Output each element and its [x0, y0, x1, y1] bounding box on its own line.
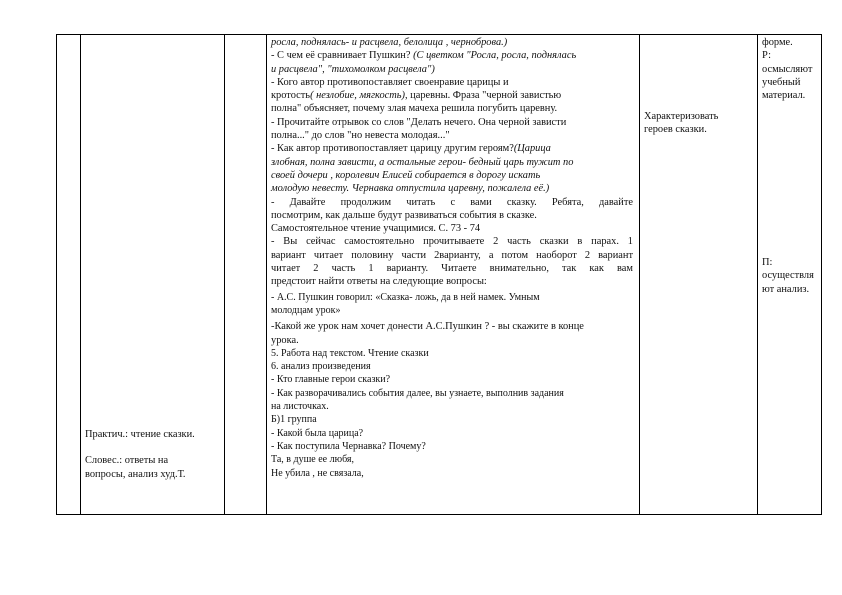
methods-line: Практич.: чтение сказки.: [85, 429, 195, 440]
content-line: урока.: [271, 334, 299, 346]
content-line: посмотрим, как дальше будут развиваться события в сказке.: [271, 209, 537, 221]
content-line: [271, 49, 633, 62]
table-top-border: [56, 34, 822, 35]
table-col-divider-1: [56, 34, 57, 515]
content-italic-text: ( незлобие, мягкость): [310, 90, 405, 102]
content-line: 5. Работа над текстом. Чтение сказки: [271, 347, 429, 359]
content-line: Самостоятельное чтение учащимися. С. 73 - 74: [271, 223, 481, 235]
content-line: Не убила , не связала,: [271, 467, 364, 479]
content-line: - Как поступила Чернавка? Почему?: [271, 440, 426, 452]
content-text: кротость: [271, 90, 311, 102]
content-line: вариант читает половину части 2варианту, а потом наоборот 2 вариант: [271, 249, 633, 261]
content-text: - Как автор противопоставляет царицу другим героям?: [271, 143, 514, 155]
content-line: Б)1 группа: [271, 414, 317, 426]
content-line: полна" объясняет, почему злая мачеха решила погубить царевну.: [271, 103, 558, 115]
activity-line: Характеризовать: [644, 111, 719, 122]
content-italic-text: (Царица: [513, 143, 551, 155]
uud-line: Р:: [762, 50, 772, 62]
table-col-divider-6: [757, 34, 758, 515]
content-line: - Кого автор противопоставляет своенравие царицы и: [271, 76, 509, 88]
uud-cell: [762, 36, 820, 102]
content-text: , царевны. Фраза "черной завистью: [404, 90, 562, 102]
content-italic-text: (С цветком "Росла, росла, поднялась: [413, 50, 577, 62]
table-col-divider-5: [639, 34, 640, 515]
table-bottom-border: [56, 514, 822, 515]
uud-line: ют анализ.: [762, 283, 810, 295]
content-line: росла, поднялась- и расцвела, белолица , черноброва.): [271, 37, 508, 48]
methods-cell: [85, 428, 222, 481]
content-line: - Кто главные герои сказки?: [271, 374, 391, 386]
content-line: и расцвела", "тихомолком расцвела"): [271, 63, 435, 75]
table-col-divider-3: [224, 34, 225, 515]
table-col-divider-2: [80, 34, 81, 515]
table-col-divider-4: [266, 34, 267, 515]
content-line: читает 2 часть 1 варианту. Читаете внимательно, так как вам: [271, 263, 633, 275]
content-line: злобная, полна зависти, а остальные герои- бедный царь тужит по: [271, 156, 574, 168]
content-line: - Как разворачивались события далее, вы узнаете, выполнив задания: [271, 387, 564, 399]
content-line: молодцам урок»: [271, 304, 341, 316]
uud-line: осмысляют: [762, 63, 813, 75]
content-line: предстоит найти ответы на следующие вопросы:: [271, 276, 487, 288]
uud-line: П:: [762, 257, 773, 268]
content-line: - А.С. Пушкин говорил: «Сказка- ложь, да в ней намек. Умным: [271, 291, 540, 303]
content-text: - С чем её сравнивает Пушкин?: [271, 50, 414, 62]
activity-line: героев сказки.: [644, 124, 707, 136]
lesson-content-cell: [271, 36, 633, 480]
content-line: [271, 89, 633, 102]
content-line: Та, в душе ее любя,: [271, 454, 355, 466]
content-line: молодую невесту. Чернавка отпустила царевну, пожалела её.): [271, 183, 550, 195]
content-line: -Какой же урок нам хочет донести А.С.Пушкин ? - вы скажите в конце: [271, 321, 584, 333]
methods-line: вопросы, анализ худ.Т.: [85, 468, 186, 480]
content-line: - Прочитайте отрывок со слов "Делать нечего. Она черной зависти: [271, 116, 567, 128]
content-line: своей дочери , королевич Елисей собирается в дорогу искать: [271, 169, 541, 181]
content-line: [271, 142, 633, 155]
uud-line: форме.: [762, 37, 793, 48]
table-col-divider-7: [821, 34, 822, 515]
uud-line: материал.: [762, 90, 806, 102]
content-line: - Какой была царица?: [271, 427, 364, 439]
content-line: на листочках.: [271, 401, 329, 413]
uud-line: осуществля: [762, 270, 814, 282]
content-line: - Давайте продолжим читать с вами сказку. Ребята, давайте: [271, 196, 633, 208]
activity-cell: [644, 110, 754, 137]
uud-cell-2: [762, 256, 820, 296]
uud-line: учебный: [762, 76, 801, 88]
methods-line: Словес.: ответы на: [85, 455, 169, 467]
content-line: - Вы сейчас самостоятельно прочитываете 2 часть сказки в парах. 1: [271, 236, 633, 248]
content-line: 6. анализ произведения: [271, 361, 371, 373]
content-line: полна..." до слов "но невеста молодая...": [271, 130, 450, 142]
